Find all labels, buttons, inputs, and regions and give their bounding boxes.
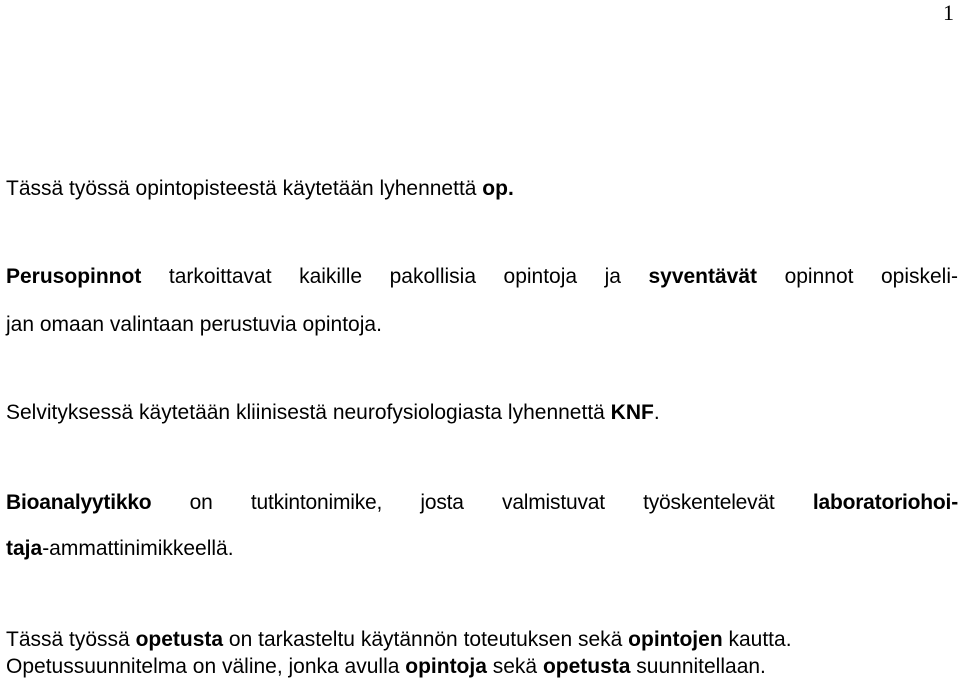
text-segment: kautta. <box>722 628 792 651</box>
bold-term-opetusta: opetusta <box>135 628 224 651</box>
paragraph-2-line-1 <box>6 264 958 290</box>
text-segment: tarkoittavat kaikille pakollisia opintoja ja <box>141 265 649 288</box>
paragraph-2-line-2 <box>6 312 382 338</box>
text-segment: Tässä työssä opintopisteestä käytetään lyhennettä <box>6 177 483 200</box>
text-segment: Selvityksessä käytetään kliinisestä neurofysiologiasta lyhennettä <box>6 401 611 424</box>
paragraph-5-line-2 <box>6 654 766 680</box>
bold-term-knf: KNF <box>610 401 654 424</box>
bold-term-opintoja: opintoja <box>405 655 487 678</box>
bold-term-syventavat: syventävät <box>648 265 758 288</box>
text-segment: -ammattinimikkeellä. <box>42 537 234 560</box>
bold-term-laboratoriohoitaja: laboratoriohoi- <box>812 491 958 514</box>
paragraph-4-line-1 <box>6 490 958 516</box>
text-segment: Tässä työssä <box>6 628 136 651</box>
page-number: 1 <box>943 0 954 25</box>
text-segment: jan omaan valintaan perustuvia opintoja. <box>6 313 382 336</box>
text-segment: . <box>653 401 660 424</box>
bold-term-taja: taja <box>6 537 43 560</box>
bold-term-opintojen: opintojen <box>628 628 723 651</box>
paragraph-3-line-1 <box>6 400 660 426</box>
text-segment: on tarkasteltu käytännön toteutuksen sekä <box>223 628 629 651</box>
text-segment: on tutkintonimike, josta valmistuvat työskentelevät <box>151 491 813 514</box>
bold-term-bioanalyytikko: Bioanalyytikko <box>6 491 152 514</box>
bold-term-opetusta: opetusta <box>542 655 631 678</box>
bold-term-perusopinnot: Perusopinnot <box>6 265 142 288</box>
paragraph-4-line-2 <box>6 536 234 562</box>
text-segment: opinnot opiskeli- <box>757 265 959 288</box>
text-segment: Opetussuunnitelma on väline, jonka avulla <box>6 655 406 678</box>
paragraph-1-line-1 <box>6 176 514 202</box>
paragraph-5-line-1 <box>6 627 792 653</box>
text-segment: sekä <box>486 655 543 678</box>
bold-term-op: op. <box>482 177 514 200</box>
text-segment: suunnitellaan. <box>630 655 766 678</box>
